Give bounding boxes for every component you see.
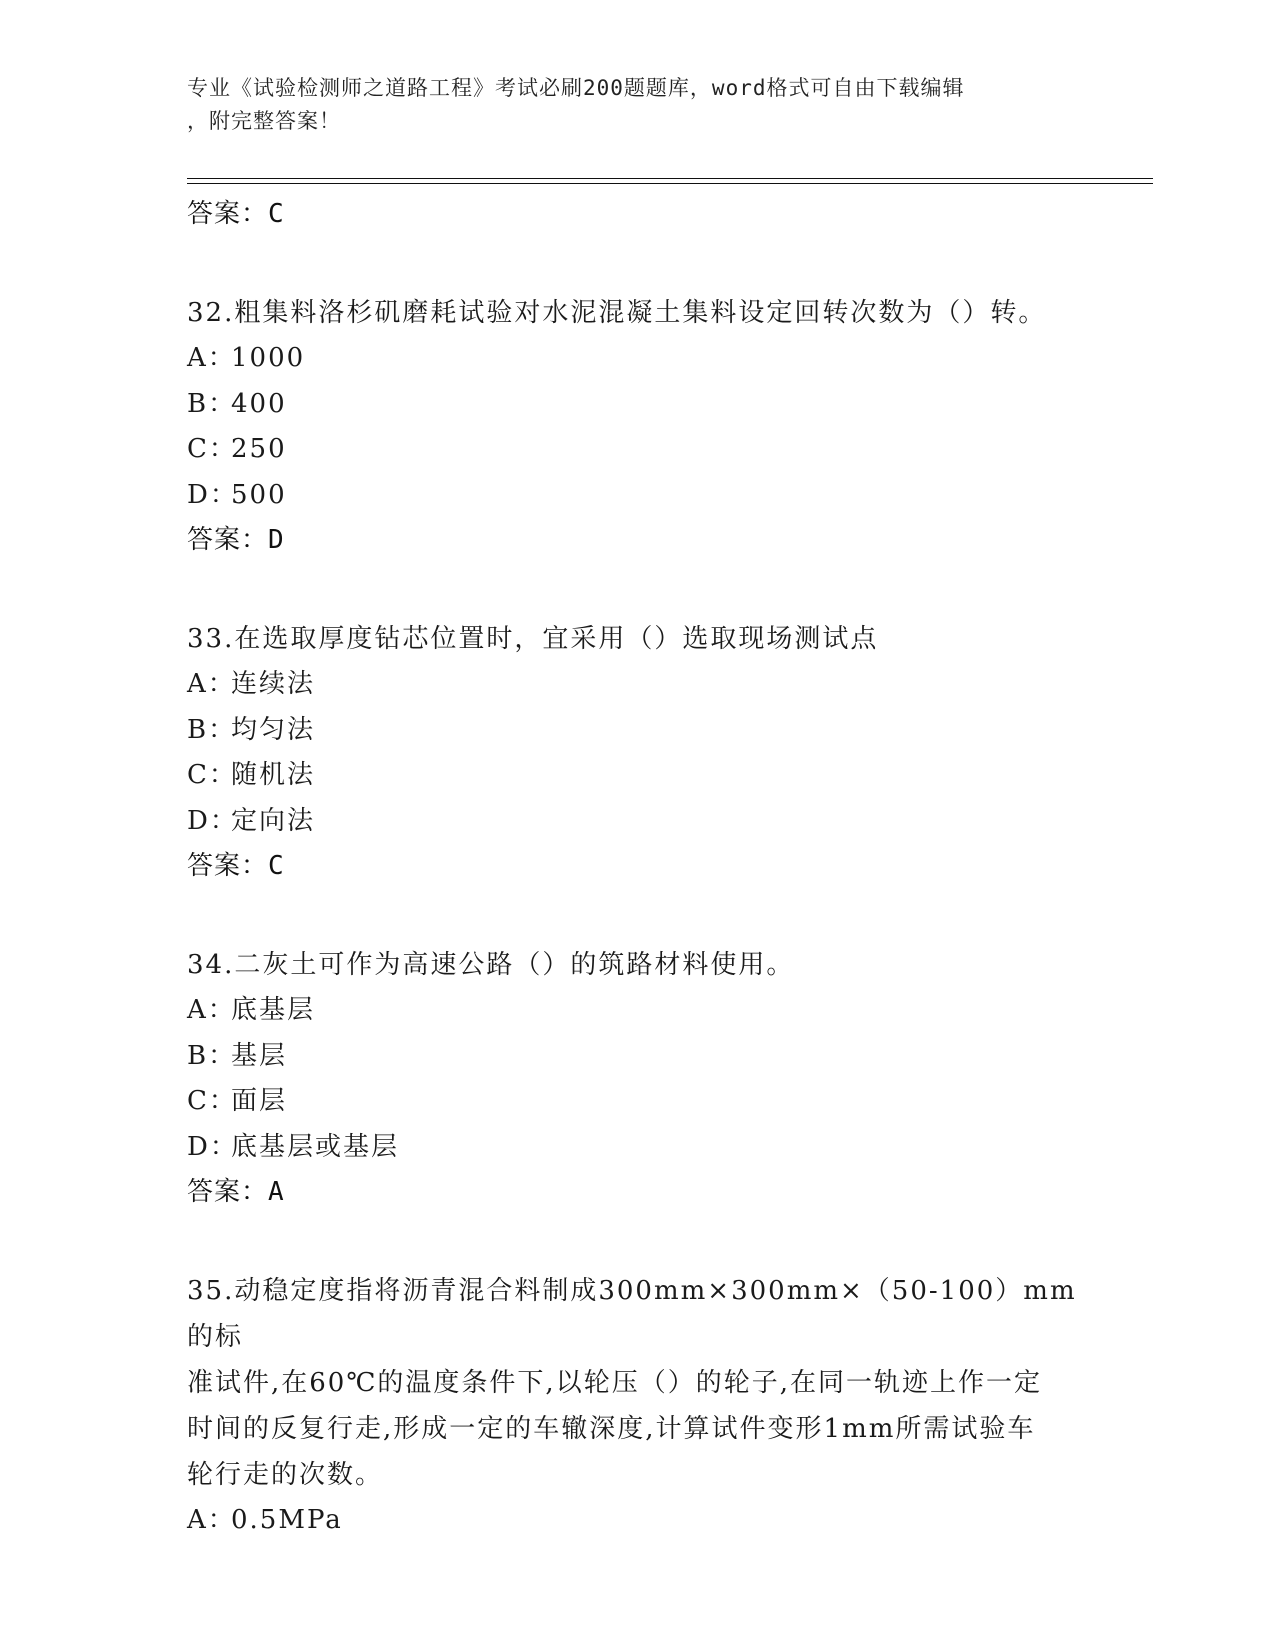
answer-34: 答案：A	[187, 1177, 285, 1207]
header-line-2: ，附完整答案！	[187, 109, 341, 133]
document-header	[187, 72, 1067, 138]
question-stem-line: 35.动稳定度指将沥青混合料制成300mm×300mm×（50-100）mm的标	[187, 1276, 1077, 1352]
question-33	[187, 616, 1087, 888]
option-a	[187, 1498, 1087, 1544]
option-b	[187, 1034, 1087, 1080]
option-text: 1000	[231, 343, 306, 373]
question-stem-line: 时间的反复行走,形成一定的车辙深度,计算试件变形1mm所需试验车	[187, 1414, 1036, 1444]
option-c	[187, 1079, 1087, 1125]
option-key: A：	[187, 669, 236, 699]
option-key: D：	[187, 1131, 238, 1162]
header-divider-bottom	[187, 183, 1153, 184]
option-key: C：	[187, 760, 237, 790]
header-divider-top	[187, 178, 1153, 179]
option-text: 基层	[231, 1040, 288, 1071]
option-c	[187, 753, 1087, 799]
answer-32: 答案：D	[187, 525, 285, 555]
option-key: D：	[187, 805, 238, 836]
option-text: 底基层或基层	[231, 1131, 400, 1162]
question-stem	[187, 1268, 1087, 1498]
option-a	[187, 336, 1087, 382]
option-text: 250	[231, 434, 287, 464]
option-text: 底基层	[231, 995, 316, 1025]
option-d	[187, 473, 1087, 519]
option-d	[187, 1125, 1087, 1171]
option-b	[187, 382, 1087, 428]
option-text: 500	[231, 479, 287, 510]
option-key: D：	[187, 479, 238, 510]
question-34	[187, 942, 1087, 1214]
option-d	[187, 799, 1087, 845]
option-a	[187, 662, 1087, 708]
option-key: A：	[187, 995, 236, 1025]
option-a	[187, 988, 1087, 1034]
question-32	[187, 290, 1087, 562]
option-text: 定向法	[231, 805, 316, 836]
option-key: B：	[187, 1040, 237, 1071]
option-text: 均匀法	[231, 714, 316, 745]
option-key: A：	[187, 343, 236, 373]
option-text: 随机法	[231, 760, 316, 790]
question-stem: 32.粗集料洛杉矶磨耗试验对水泥混凝土集料设定回转次数为（）转。	[187, 298, 1047, 328]
question-stem: 33.在选取厚度钻芯位置时，宜采用（）选取现场测试点	[187, 624, 879, 654]
answer-33: 答案：C	[187, 851, 285, 881]
question-stem-line: 准试件,在60℃的温度条件下,以轮压（）的轮子,在同一轨迹上作一定	[187, 1368, 1042, 1398]
option-text: 面层	[231, 1086, 288, 1116]
question-stem: 34.二灰土可作为高速公路（）的筑路材料使用。	[187, 950, 795, 980]
option-key: A：	[187, 1505, 236, 1535]
option-text: 400	[231, 388, 287, 419]
question-stem-line: 轮行走的次数。	[187, 1460, 384, 1490]
question-35	[187, 1268, 1087, 1544]
header-line-1: 专业《试验检测师之道路工程》考试必刷200题题库，word格式可自由下载编辑	[187, 76, 965, 100]
option-key: B：	[187, 388, 237, 419]
option-key: C：	[187, 434, 237, 464]
answer-31: 答案：C	[187, 199, 285, 229]
option-text: 连续法	[231, 669, 316, 699]
option-c	[187, 427, 1087, 473]
option-b	[187, 708, 1087, 754]
option-key: C：	[187, 1086, 237, 1116]
option-key: B：	[187, 714, 237, 745]
option-text: 0.5MPa	[231, 1505, 343, 1535]
question-list	[187, 192, 1087, 1544]
